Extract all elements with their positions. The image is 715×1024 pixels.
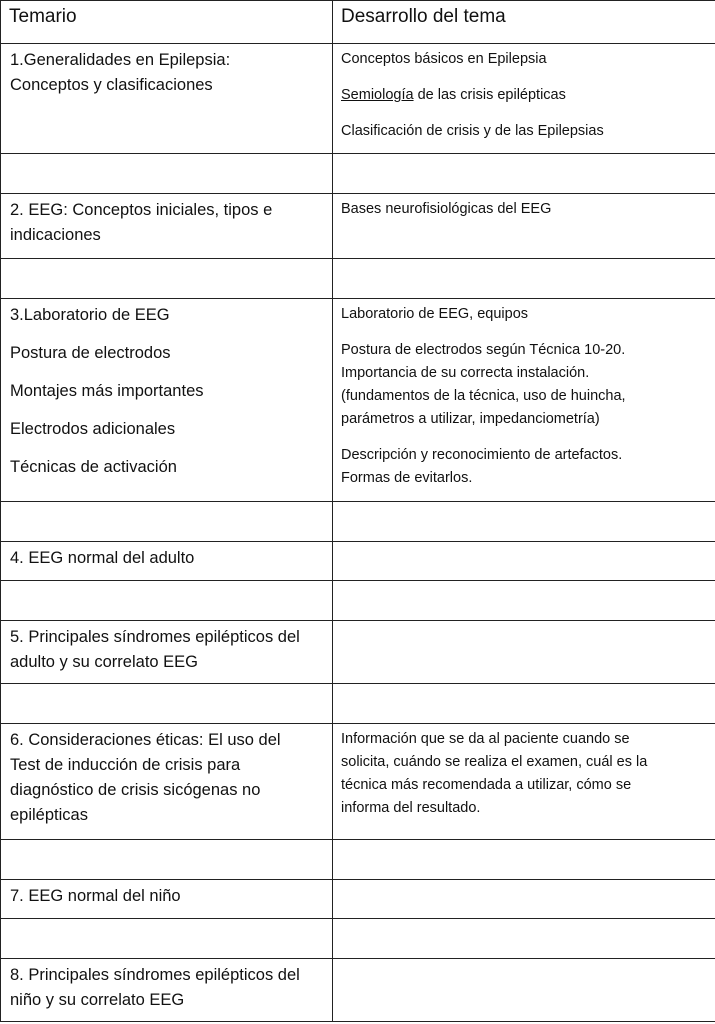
table-row	[1, 299, 715, 502]
table-row	[1, 194, 715, 259]
table-row	[1, 959, 715, 1022]
spacer-row	[1, 581, 715, 621]
header-row	[1, 1, 715, 44]
content-cell	[333, 959, 715, 1022]
table-row	[1, 880, 715, 919]
content-cell	[333, 542, 715, 581]
table-row	[1, 44, 715, 154]
spacer-row	[1, 502, 715, 542]
content-cell: Laboratorio de EEG, equipos Postura de electrodos según Técnica 10-20. Importancia de su correcta instalación. (fundamentos de la técnica, uso de huincha, parámetros a utilizar, impedanciometría) Descripción y reconocimiento de artefactos. Formas de evitarlos.	[333, 299, 715, 502]
content-cell: Información que se da al paciente cuando se solicita, cuándo se realiza el examen, cuál es la técnica más recomendada a utilizar, cómo se informa del resultado.	[333, 724, 715, 840]
topic-cell: 8. Principales síndromes epilépticos del niño y su correlato EEG	[1, 959, 333, 1022]
topic-cell: 2. EEG: Conceptos iniciales, tipos e indicaciones	[1, 194, 333, 259]
topic-cell: 6. Consideraciones éticas: El uso del Test de inducción de crisis para diagnóstico de crisis sicógenas no epilépticas	[1, 724, 333, 840]
content-cell	[333, 621, 715, 684]
spacer-row	[1, 919, 715, 959]
spacer-row	[1, 259, 715, 299]
table-row	[1, 724, 715, 840]
table-row	[1, 621, 715, 684]
spacer-row	[1, 840, 715, 880]
header-cell-topic: Temario	[1, 1, 333, 44]
spacer-row	[1, 154, 715, 194]
content-cell: Bases neurofisiológicas del EEG	[333, 194, 715, 259]
spacer-row	[1, 684, 715, 724]
topic-cell: 7. EEG normal del niño	[1, 880, 333, 919]
table-row	[1, 542, 715, 581]
topic-cell: 1.Generalidades en Epilepsia: Conceptos y clasificaciones	[1, 44, 333, 154]
content-cell: Conceptos básicos en Epilepsia Semiología de las crisis epilépticas Clasificación de crisis y de las Epilepsias	[333, 44, 715, 154]
topic-cell: 3.Laboratorio de EEG Postura de electrodos Montajes más importantes Electrodos adicionales Técnicas de activación	[1, 299, 333, 502]
underlined-term: Semiología	[341, 87, 414, 103]
topic-cell: 4. EEG normal del adulto	[1, 542, 333, 581]
topic-cell: 5. Principales síndromes epilépticos del adulto y su correlato EEG	[1, 621, 333, 684]
content-cell	[333, 880, 715, 919]
header-cell-content: Desarrollo del tema	[333, 1, 715, 44]
